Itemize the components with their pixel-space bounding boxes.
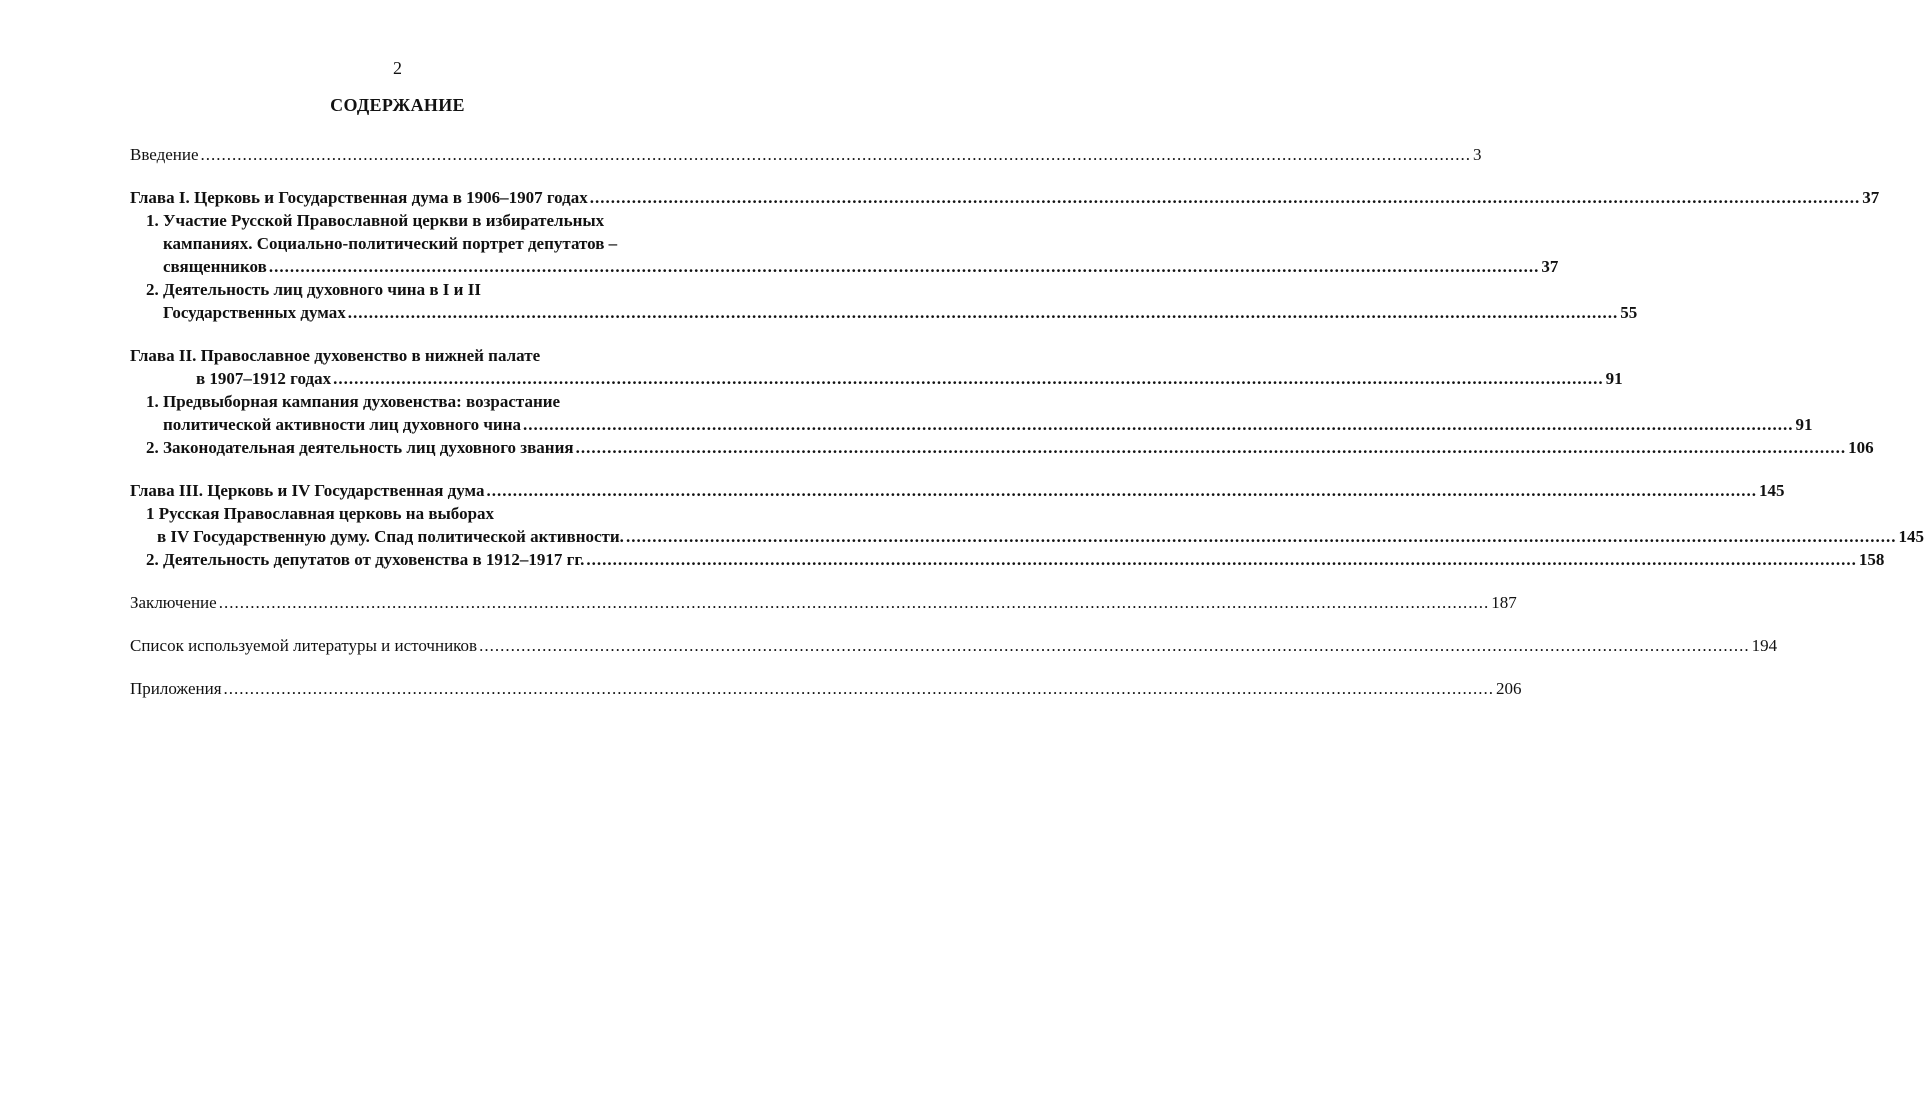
toc-entry-text: Приложения [130,679,222,698]
toc-entry-1-1-line-3 [130,255,1559,278]
toc-entry-text: в IV Государственную думу. Спад политической активности. [157,527,624,546]
page-number: 2 [393,58,402,78]
toc-entry-page: 145 [1898,527,1924,546]
toc-entry-page: 158 [1858,550,1885,569]
toc-entry-page: 3 [1473,145,1482,164]
toc-entry-page: 91 [1605,369,1623,388]
toc-entry-text: в 1907–1912 годах [196,369,332,388]
toc-entry-page: 37 [1862,188,1880,207]
toc-leader-dots: .................................................................................................................................................................................................................................................. [200,145,1472,164]
toc-entry-conclusion [130,591,1517,614]
toc-entry-page: 106 [1848,438,1874,457]
toc-entry-page: 145 [1759,481,1785,500]
toc-leader-dots: .................................................................................................................................................................................................................................................. [223,679,1495,698]
toc-entry-page: 91 [1795,415,1813,434]
toc-entry-2-1-line-1: 1. Предвыборная кампания духовенства: возрастание [146,392,561,411]
toc-leader-dots: .................................................................................................................................................................................................................................................. [586,550,1857,569]
toc-entry-appendix [130,677,1522,700]
toc-leader-dots: .................................................................................................................................................................................................................................................. [218,593,1490,612]
toc-entry-3-1-line-2 [130,525,1924,548]
table-of-contents [130,143,1924,700]
toc-leader-dots: .................................................................................................................................................................................................................................................. [625,527,1897,546]
toc-entry-chapter-3 [130,479,1785,502]
toc-entry-text: 2. Законодательная деятельность лиц духовного звания [146,438,574,457]
toc-entry-text: Глава I. Церковь и Государственная дума в 1906–1907 годах [130,188,588,207]
toc-entry-chapter-2-line-1: Глава II. Православное духовенство в нижней палате [130,346,541,365]
toc-leader-dots: .................................................................................................................................................................................................................................................. [523,415,1794,434]
toc-entry-text: Заключение [130,593,217,612]
toc-entry-page: 37 [1541,257,1559,276]
toc-entry-1-1-line-2: кампаниях. Социально-политический портрет депутатов – [163,234,618,253]
toc-leader-dots: .................................................................................................................................................................................................................................................. [333,369,1604,388]
toc-entry-chapter-2-line-2 [130,367,1623,390]
toc-leader-dots: .................................................................................................................................................................................................................................................. [589,188,1861,207]
toc-entry-intro [130,143,1482,166]
toc-leader-dots: .................................................................................................................................................................................................................................................. [479,636,1750,655]
page-title: СОДЕРЖАНИЕ [330,95,465,115]
toc-entry-text: Глава III. Церковь и IV Государственная дума [130,481,485,500]
toc-entry-page: 187 [1491,593,1517,612]
toc-entry-text: Государственных думах [163,303,346,322]
toc-entry-chapter-1 [130,186,1880,209]
toc-entry-text: 2. Деятельность депутатов от духовенства в 1912–1917 гг. [146,550,585,569]
toc-entry-page: 55 [1620,303,1638,322]
toc-entry-text: политической активности лиц духовного чина [163,415,522,434]
toc-entry-text: Введение [130,145,199,164]
toc-entry-1-2-line-2 [130,301,1638,324]
toc-entry-1-2-line-1: 2. Деятельность лиц духовного чина в I и II [146,280,481,299]
toc-entry-page: 206 [1496,679,1522,698]
toc-leader-dots: .................................................................................................................................................................................................................................................. [347,303,1619,322]
toc-entry-2-2 [130,436,1874,459]
toc-entry-2-1-line-2 [130,413,1813,436]
toc-leader-dots: .................................................................................................................................................................................................................................................. [486,481,1758,500]
toc-entry-1-1-line-1: 1. Участие Русской Православной церкви в избирательных [146,211,605,230]
toc-entry-3-1-line-1: 1 Русская Православная церковь на выборах [146,504,495,523]
toc-leader-dots: .................................................................................................................................................................................................................................................. [268,257,1540,276]
toc-entry-literature [130,634,1778,657]
toc-entry-text: священников [163,257,267,276]
toc-entry-3-2 [130,548,1885,571]
toc-entry-text: Список используемой литературы и источников [130,636,478,655]
toc-leader-dots: .................................................................................................................................................................................................................................................. [575,438,1847,457]
toc-entry-page: 194 [1751,636,1778,655]
